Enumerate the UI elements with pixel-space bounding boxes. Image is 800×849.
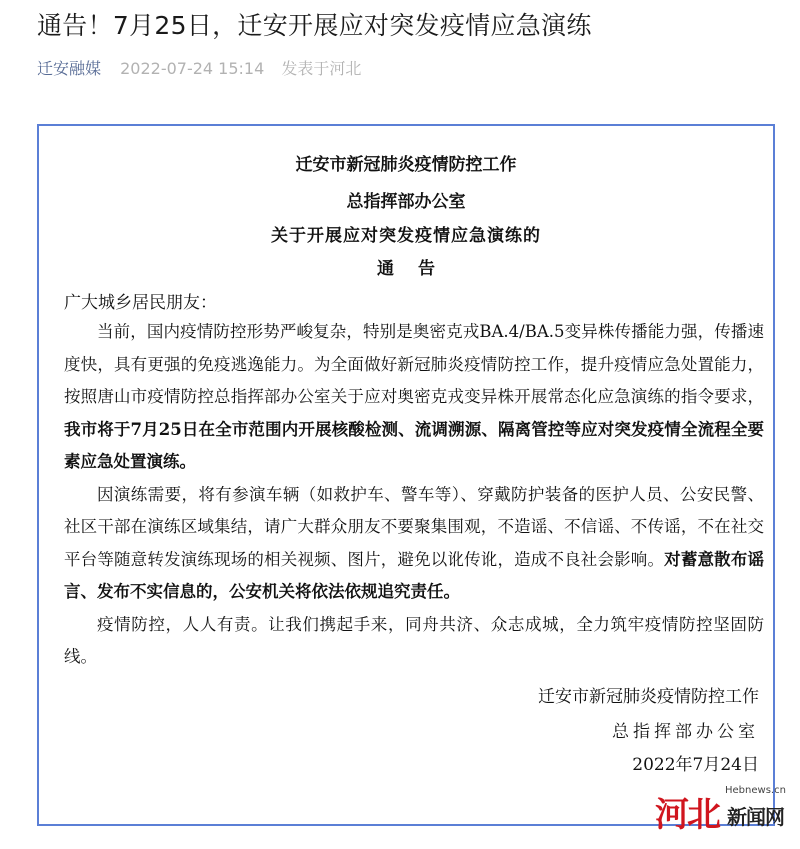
notice-title-line3: 关于开展应对突发疫情应急演练的 bbox=[271, 226, 541, 246]
notice-title-line2: 总指挥部办公室 bbox=[346, 192, 466, 212]
signature-date: 2022年7月24日 bbox=[632, 755, 759, 775]
signature-org: 迁安市新冠肺炎疫情防控工作 bbox=[538, 687, 759, 707]
article-meta bbox=[37, 56, 361, 79]
signature-office: 总指挥部办公室 bbox=[612, 722, 759, 742]
publish-location: 发表于河北 bbox=[281, 59, 362, 78]
notice-greeting: 广大城乡居民朋友： bbox=[64, 293, 217, 313]
notice-title-line4: 通告 bbox=[377, 259, 459, 279]
paragraph-2-text: 因演练需要，将有参演车辆（如救护车、警车等）、穿戴防护装备的医护人员、公安民警、社区干部在演练区域集结，请广大群众朋友不要聚集围观，不造谣、不信谣、不传谣，不在社交平台等随意转发演练现场的相关视频、图片，避免以讹传讹，造成不良社会影响。 bbox=[64, 484, 764, 569]
hebnews-watermark bbox=[655, 783, 795, 845]
hebnews-logo-mark: 河北 bbox=[655, 795, 719, 835]
notice-image bbox=[37, 124, 775, 826]
notice-title-line1: 迁安市新冠肺炎疫情防控工作 bbox=[295, 155, 517, 175]
watermark-site-name: 新闻网 bbox=[727, 805, 784, 829]
notice-paragraph-2 bbox=[64, 479, 764, 609]
paragraph-2-bold: 对蓄意散布谣言、发布不实信息的，公安机关将依法依规追究责任。 bbox=[64, 549, 765, 601]
source-account-link[interactable]: 迁安融媒 bbox=[37, 59, 102, 78]
article-title: 通告！7月25日，迁安开展应对突发疫情应急演练 bbox=[37, 11, 592, 40]
watermark-url: Hebnews.cn bbox=[725, 785, 786, 796]
paragraph-1-text: 当前，国内疫情防控形势严峻复杂，特别是奥密克戎BA.4/BA.5变异株传播能力强，传播速度快，具有更强的免疫逃逸能力。为全面做好新冠肺炎疫情防控工作，提升疫情应急处置能力，按照唐山市疫情防控总指挥部办公室关于应对奥密克戎变异株开展常态化应急演练的指令要求， bbox=[64, 322, 764, 406]
notice-paragraph-3: 疫情防控，人人有责。让我们携起手来，同舟共济、众志成城，全力筑牢疫情防控坚固防线。 bbox=[64, 614, 764, 666]
publish-datetime: 2022-07-24 15:14 bbox=[120, 59, 265, 78]
notice-paragraph-1 bbox=[64, 316, 764, 479]
notice-body bbox=[64, 316, 764, 674]
paragraph-1-bold: 我市将于7月25日在全市范围内开展核酸检测、流调溯源、隔离管控等应对突发疫情全流程全要素应急处置演练。 bbox=[64, 419, 764, 471]
